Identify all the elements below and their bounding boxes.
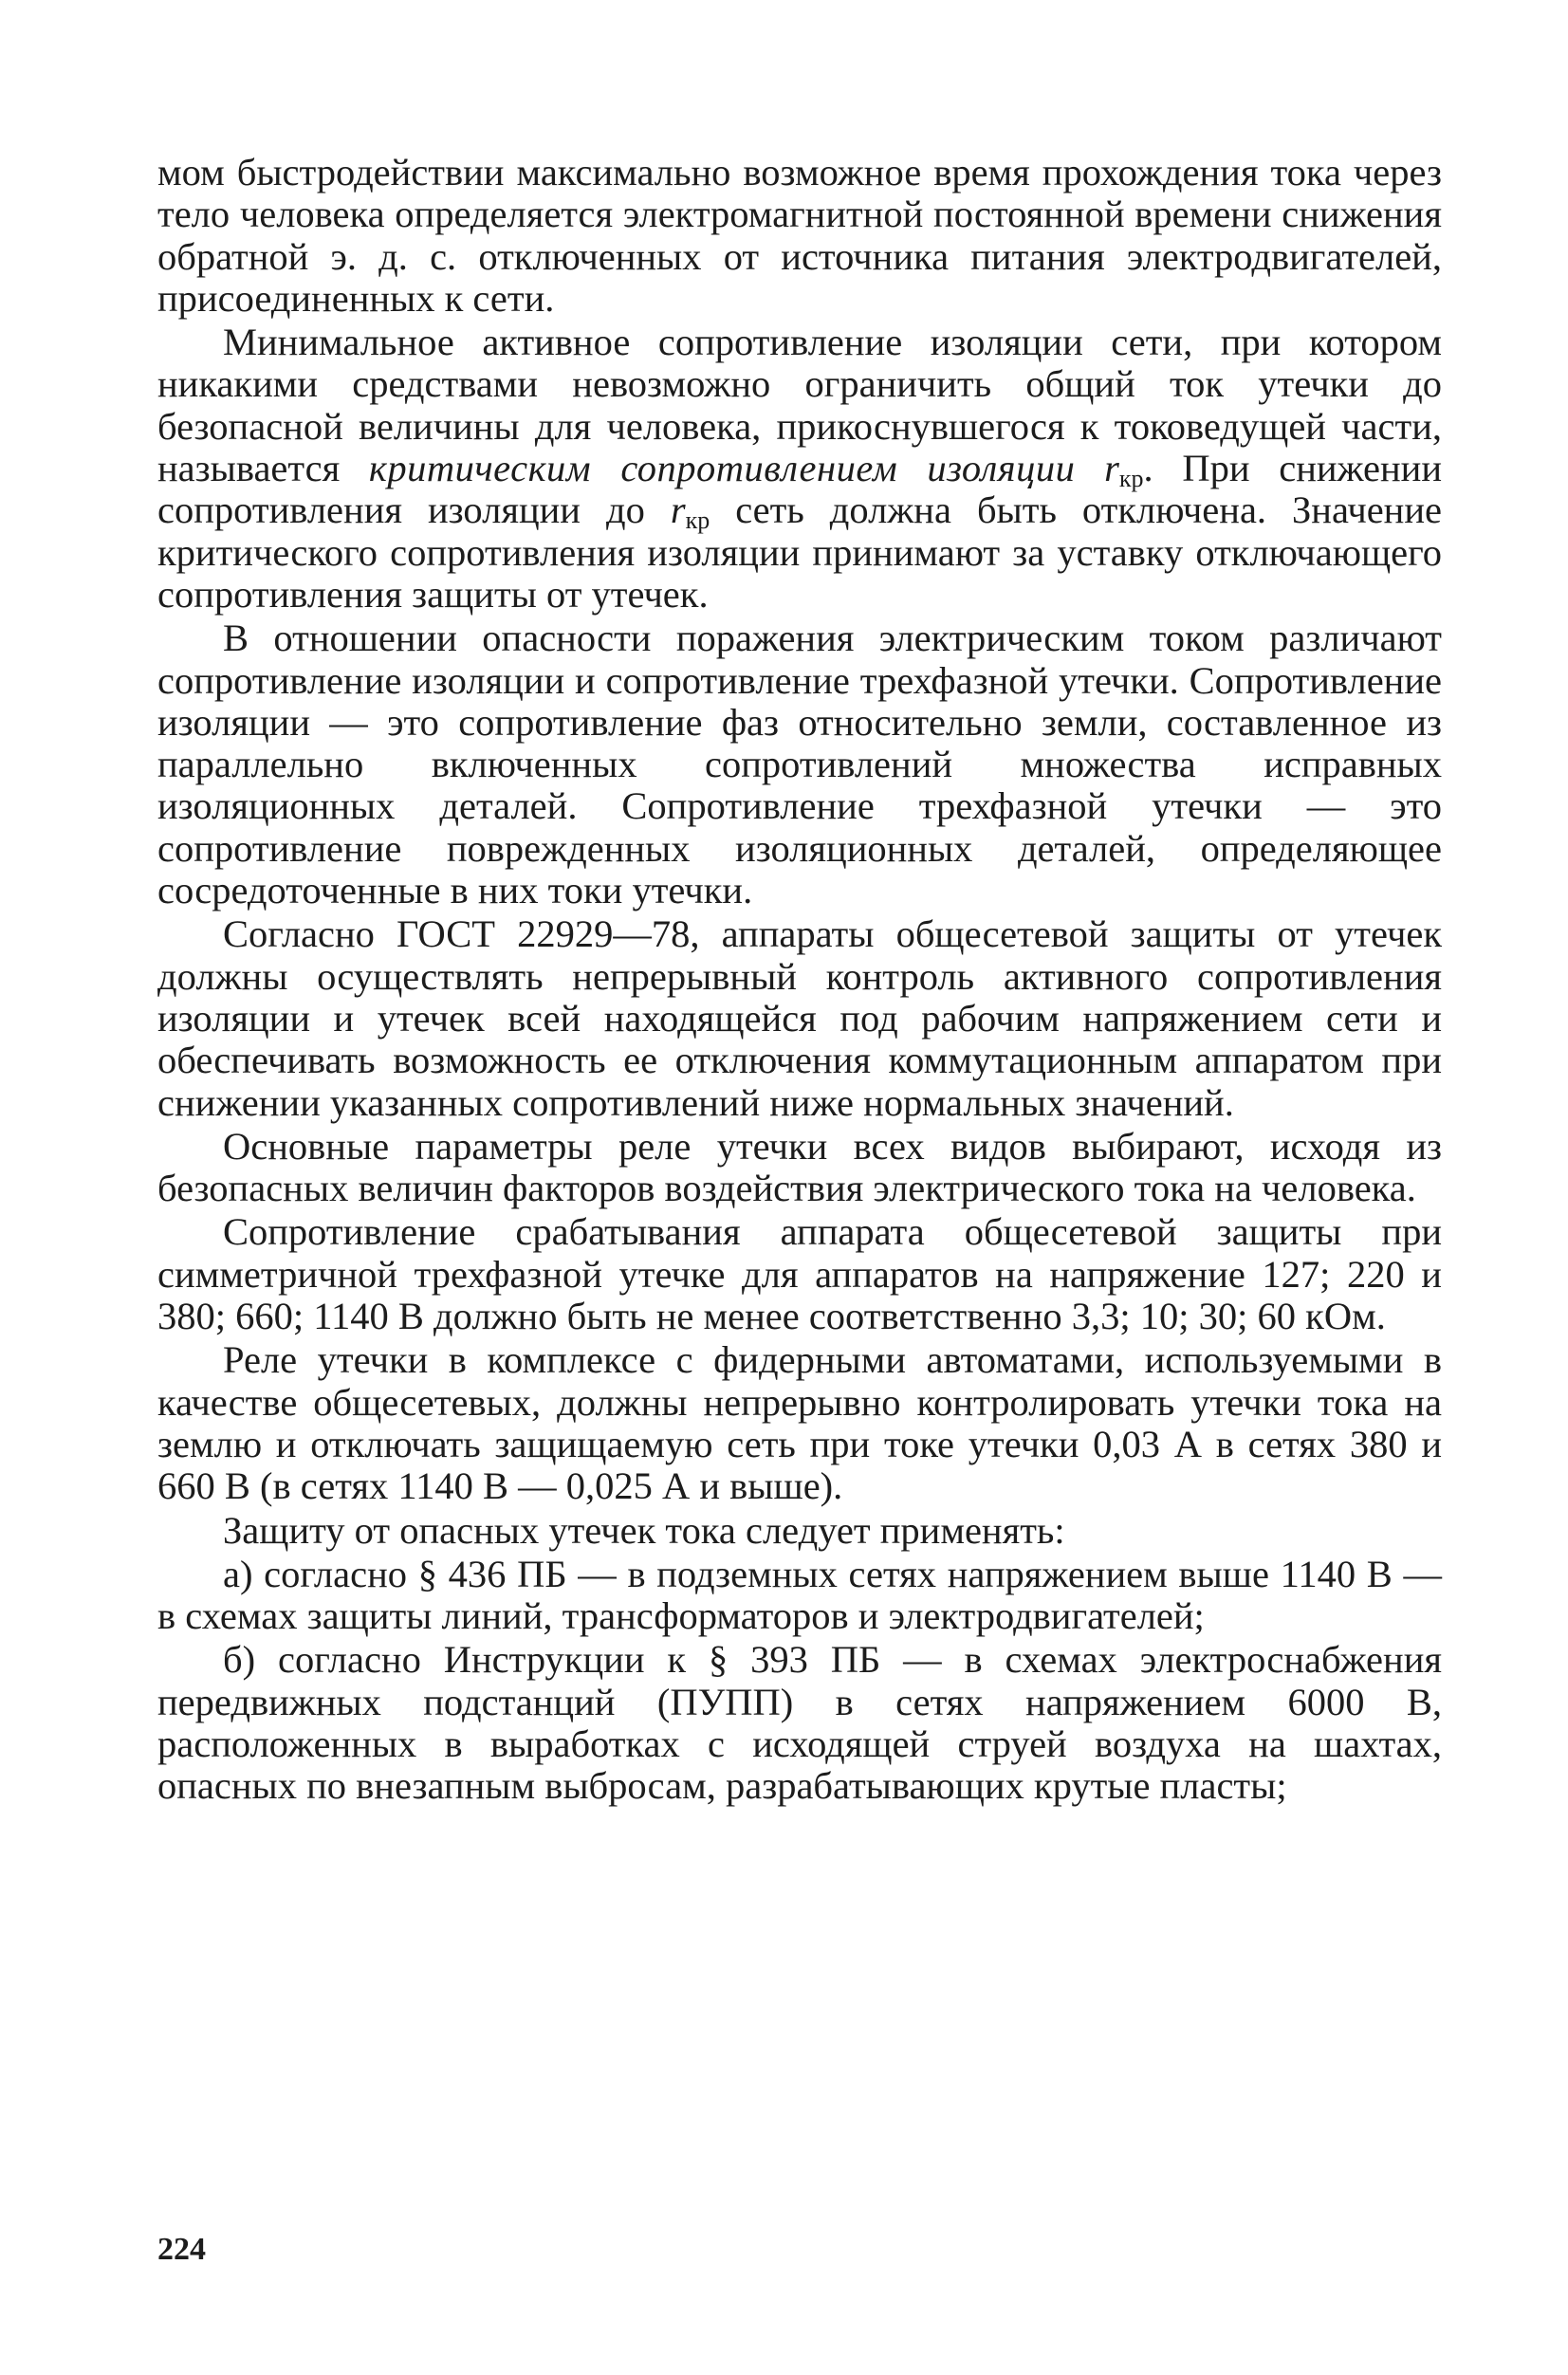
paragraph-leakage-types: В отношении опасности поражения электрическим током различают сопротивление изоляции и сопротивление трехфазной утечки. Сопротивление изоляции — это сопротивление фаз относительно земли, составленное из параллельно включенных сопротивлений множества исправных изоляционных деталей. Сопротивление трехфазной утечки — это сопротивление поврежденных изоляционных деталей, определяющее сосредоточенные в них токи утечки. (157, 617, 1442, 912)
paragraph-text: сеть должна быть отключена. Значение критического сопротивления изоляции принимают за уставку отключающего сопротивления защиты от утечек. (157, 488, 1443, 616)
paragraph-text: Минимальное активное сопротивление изоляции сети, при котором никакими средствами невозможно ограничить общий ток утечки до безопасной величины для человека, прикоснувшегося к токоведущей части, называется (157, 321, 1442, 490)
subscript-kr: кр (1118, 465, 1144, 493)
list-item-a: а) согласно § 436 ПБ — в подземных сетях напряжением выше 1140 В — в схемах защиты линий, трансформаторов и электродвигателей; (157, 1552, 1442, 1638)
subscript-kr: кр (685, 506, 710, 535)
paragraph-gost: Согласно ГОСТ 22929—78, аппараты общесетевой защиты от утечек должны осуществлять непрерывный контроль активного сопротивления изоляции и утечек всей находящейся под рабочим напряжением сети и обеспечивать возможность ее отключения коммутационным аппаратом при снижении указанных сопротивлений ниже нормальных значений. (157, 912, 1442, 1124)
symbol-r: r (1104, 447, 1119, 490)
italic-term: критическим сопротивлением изоляции (368, 447, 1076, 490)
paragraph-critical-resistance (157, 322, 1442, 616)
paragraph-trip-resistance: Сопротивление срабатывания аппарата общесетевой защиты при симметричной трехфазной утечке для аппаратов на напряжение 127; 220 и 380; 660; 1140 В должно быть не менее соответственно 3,3; 10; 30; 60 кОм. (157, 1210, 1442, 1338)
symbol-r: r (670, 488, 686, 532)
page-body (157, 152, 1442, 1808)
paragraph-protection-intro: Защиту от опасных утечек тока следует применять: (223, 1508, 1065, 1552)
paragraph-feeder-relays: Реле утечки в комплексе с фидерными автоматами, используемыми в качестве общесетевых, должны непрерывно контролировать утечки тока на землю и отключать защищаемую сеть при токе утечки 0,03 А в сетях 380 и 660 В (в сетях 1140 В — 0,025 А и выше). (157, 1338, 1442, 1508)
list-item-b: б) согласно Инструкции к § 393 ПБ — в схемах электроснабжения передвижных подстанций (ПУПП) в сетях напряжением 6000 В, расположенных в выработках с исходящей струей воздуха на шахтах, опасных по внезапным выбросам, разрабатывающих крутые пласты; (157, 1638, 1442, 1808)
paragraph-text: . При снижении сопротивления изоляции до (157, 447, 1442, 532)
paragraph-relay-parameters: Основные параметры реле утечки всех видов выбирают, исходя из безопасных величин факторов воздействия электрического тока на человека. (157, 1124, 1442, 1210)
paragraph-continuation: мом быстродействии максимально возможное время прохождения тока через тело человека определяется электромагнитной постоянной времени снижения обратной э. д. с. отключенных от источника питания электродвигателей, присоединенных к сети. (157, 151, 1442, 320)
page-number: 224 (157, 2232, 206, 2267)
